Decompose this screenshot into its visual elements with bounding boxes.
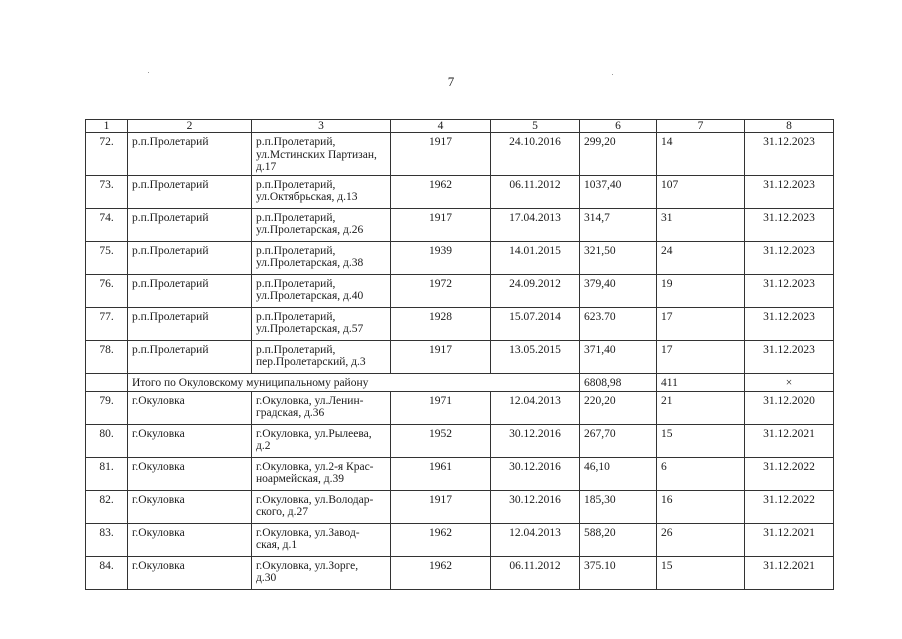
count-cell: 107 [657,175,745,208]
row-number-cell: 78. [86,340,128,373]
address-line: д.30 [256,572,277,584]
date-cell: 24.10.2016 [491,133,580,176]
address-line: ул.Пролетарская, д.26 [256,224,364,236]
table-row [86,208,834,241]
table-row [86,490,834,523]
row-number-cell: 74. [86,208,128,241]
date-cell: 12.04.2013 [491,391,580,424]
date-cell: 30.12.2016 [491,490,580,523]
locality-cell: р.п.Пролетарий [128,208,252,241]
address-cell [252,457,391,490]
column-header: 1 [86,120,128,133]
count-cell: 19 [657,274,745,307]
count-cell: 16 [657,490,745,523]
address-line: ул.Пролетарская, д.57 [256,323,364,335]
count-cell: 24 [657,241,745,274]
table-row [86,391,834,424]
address-line: р.п.Пролетарий, [256,136,336,148]
date-cell: 06.11.2012 [491,556,580,589]
area-cell: 299,20 [580,133,657,176]
locality-cell: г.Окуловка [128,556,252,589]
deadline-cell: 31.12.2023 [745,274,834,307]
deadline-cell: 31.12.2023 [745,175,834,208]
count-cell: 17 [657,307,745,340]
column-header: 8 [745,120,834,133]
address-cell [252,133,391,176]
deadline-cell: 31.12.2022 [745,457,834,490]
housing-registry-table [85,119,834,590]
total-deadline-cell: × [745,373,834,391]
address-line: г.Окуловка, ул.Зорге, [256,559,359,572]
area-cell: 588,20 [580,523,657,556]
area-cell: 185,30 [580,490,657,523]
address-cell [252,523,391,556]
area-cell: 220,20 [580,391,657,424]
year-cell: 1928 [391,307,491,340]
year-cell: 1972 [391,274,491,307]
date-cell: 12.04.2013 [491,523,580,556]
date-cell: 24.09.2012 [491,274,580,307]
address-line: г.Окуловка, ул.Завод- [256,526,360,539]
area-cell: 1037,40 [580,175,657,208]
table-body [86,133,834,590]
date-cell: 06.11.2012 [491,175,580,208]
address-line: г.Окуловка, ул.Ленин- [256,394,364,407]
deadline-cell: 31.12.2023 [745,241,834,274]
address-line: ул.Октябрьская, д.13 [256,191,358,203]
table-row [86,424,834,457]
count-cell: 6 [657,457,745,490]
scan-speck [612,74,613,75]
date-cell: 30.12.2016 [491,457,580,490]
address-cell [252,340,391,373]
address-line: р.п.Пролетарий, [256,310,336,323]
year-cell: 1961 [391,457,491,490]
address-cell [252,424,391,457]
column-header: 4 [391,120,491,133]
year-cell: 1939 [391,241,491,274]
locality-cell: р.п.Пролетарий [128,340,252,373]
address-line: р.п.Пролетарий, [256,244,336,257]
deadline-cell: 31.12.2021 [745,556,834,589]
count-cell: 31 [657,208,745,241]
count-cell: 15 [657,556,745,589]
address-line: ского, д.27 [256,506,309,518]
locality-cell: г.Окуловка [128,391,252,424]
date-cell: 14.01.2015 [491,241,580,274]
address-cell [252,490,391,523]
column-header: 6 [580,120,657,133]
deadline-cell: 31.12.2023 [745,208,834,241]
address-line: ул.Мстинских Партизан, [256,148,377,161]
address-line: г.Окуловка, ул.2-я Крас- [256,460,374,473]
area-cell: 371,40 [580,340,657,373]
deadline-cell: 31.12.2023 [745,307,834,340]
row-number-cell: 77. [86,307,128,340]
address-line: р.п.Пролетарий, [256,277,336,290]
count-cell: 15 [657,424,745,457]
row-number-cell: 75. [86,241,128,274]
table-row [86,457,834,490]
total-label: Итого по Окуловскому муниципальному району [128,373,580,391]
locality-cell: г.Окуловка [128,457,252,490]
row-number-cell: 73. [86,175,128,208]
year-cell: 1952 [391,424,491,457]
address-line: г.Окуловка, ул.Володар- [256,493,374,506]
address-line: д.17 [256,161,277,173]
address-cell [252,241,391,274]
address-line: д.2 [256,440,271,452]
year-cell: 1917 [391,208,491,241]
address-line: ул.Пролетарская, д.40 [256,290,364,302]
count-cell: 17 [657,340,745,373]
date-cell: 30.12.2016 [491,424,580,457]
address-line: р.п.Пролетарий, [256,343,336,356]
address-line: ул.Пролетарская, д.38 [256,257,364,269]
header-row [86,120,834,133]
area-cell: 623.70 [580,307,657,340]
deadline-cell: 31.12.2023 [745,133,834,176]
row-number-cell: 82. [86,490,128,523]
column-header: 7 [657,120,745,133]
table-row [86,241,834,274]
address-line: г.Окуловка, ул.Рылеева, [256,427,372,440]
table-row [86,523,834,556]
locality-cell: р.п.Пролетарий [128,133,252,176]
row-number-cell: 83. [86,523,128,556]
address-line: пер.Пролетарский, д.3 [256,356,366,368]
year-cell: 1962 [391,556,491,589]
count-cell: 14 [657,133,745,176]
locality-cell: р.п.Пролетарий [128,274,252,307]
address-cell [252,307,391,340]
total-count-cell: 411 [657,373,745,391]
table-row [86,340,834,373]
page-number: 7 [447,74,455,89]
area-cell: 46,10 [580,457,657,490]
deadline-cell: 31.12.2020 [745,391,834,424]
total-area-cell: 6808,98 [580,373,657,391]
locality-cell: г.Окуловка [128,523,252,556]
table-row [86,175,834,208]
column-header: 2 [128,120,252,133]
deadline-cell: 31.12.2023 [745,340,834,373]
deadline-cell: 31.12.2021 [745,523,834,556]
address-cell [252,274,391,307]
locality-cell: р.п.Пролетарий [128,307,252,340]
deadline-cell: 31.12.2021 [745,424,834,457]
table-row [86,133,834,176]
count-cell: 21 [657,391,745,424]
scan-speck [148,72,149,73]
address-cell [252,556,391,589]
area-cell: 267,70 [580,424,657,457]
table-row [86,307,834,340]
year-cell: 1917 [391,490,491,523]
deadline-cell: 31.12.2022 [745,490,834,523]
address-line: р.п.Пролетарий, [256,178,336,191]
year-cell: 1971 [391,391,491,424]
table-row [86,556,834,589]
row-number-cell: 72. [86,133,128,176]
row-number-cell: 76. [86,274,128,307]
empty-cell [86,373,128,391]
total-row [86,373,834,391]
area-cell: 321,50 [580,241,657,274]
column-header: 5 [491,120,580,133]
address-line: ноармейская, д.39 [256,473,345,485]
area-cell: 379,40 [580,274,657,307]
area-cell: 375.10 [580,556,657,589]
year-cell: 1962 [391,175,491,208]
address-line: градская, д.36 [256,407,325,419]
address-line: р.п.Пролетарий, [256,211,336,224]
locality-cell: г.Окуловка [128,424,252,457]
address-cell [252,175,391,208]
row-number-cell: 81. [86,457,128,490]
year-cell: 1917 [391,133,491,176]
area-cell: 314,7 [580,208,657,241]
locality-cell: р.п.Пролетарий [128,175,252,208]
year-cell: 1917 [391,340,491,373]
address-cell [252,391,391,424]
date-cell: 13.05.2015 [491,340,580,373]
row-number-cell: 84. [86,556,128,589]
date-cell: 15.07.2014 [491,307,580,340]
address-line: ская, д.1 [256,539,298,551]
locality-cell: г.Окуловка [128,490,252,523]
date-cell: 17.04.2013 [491,208,580,241]
column-header: 3 [252,120,391,133]
locality-cell: р.п.Пролетарий [128,241,252,274]
row-number-cell: 79. [86,391,128,424]
count-cell: 26 [657,523,745,556]
year-cell: 1962 [391,523,491,556]
address-cell [252,208,391,241]
table-row [86,274,834,307]
row-number-cell: 80. [86,424,128,457]
